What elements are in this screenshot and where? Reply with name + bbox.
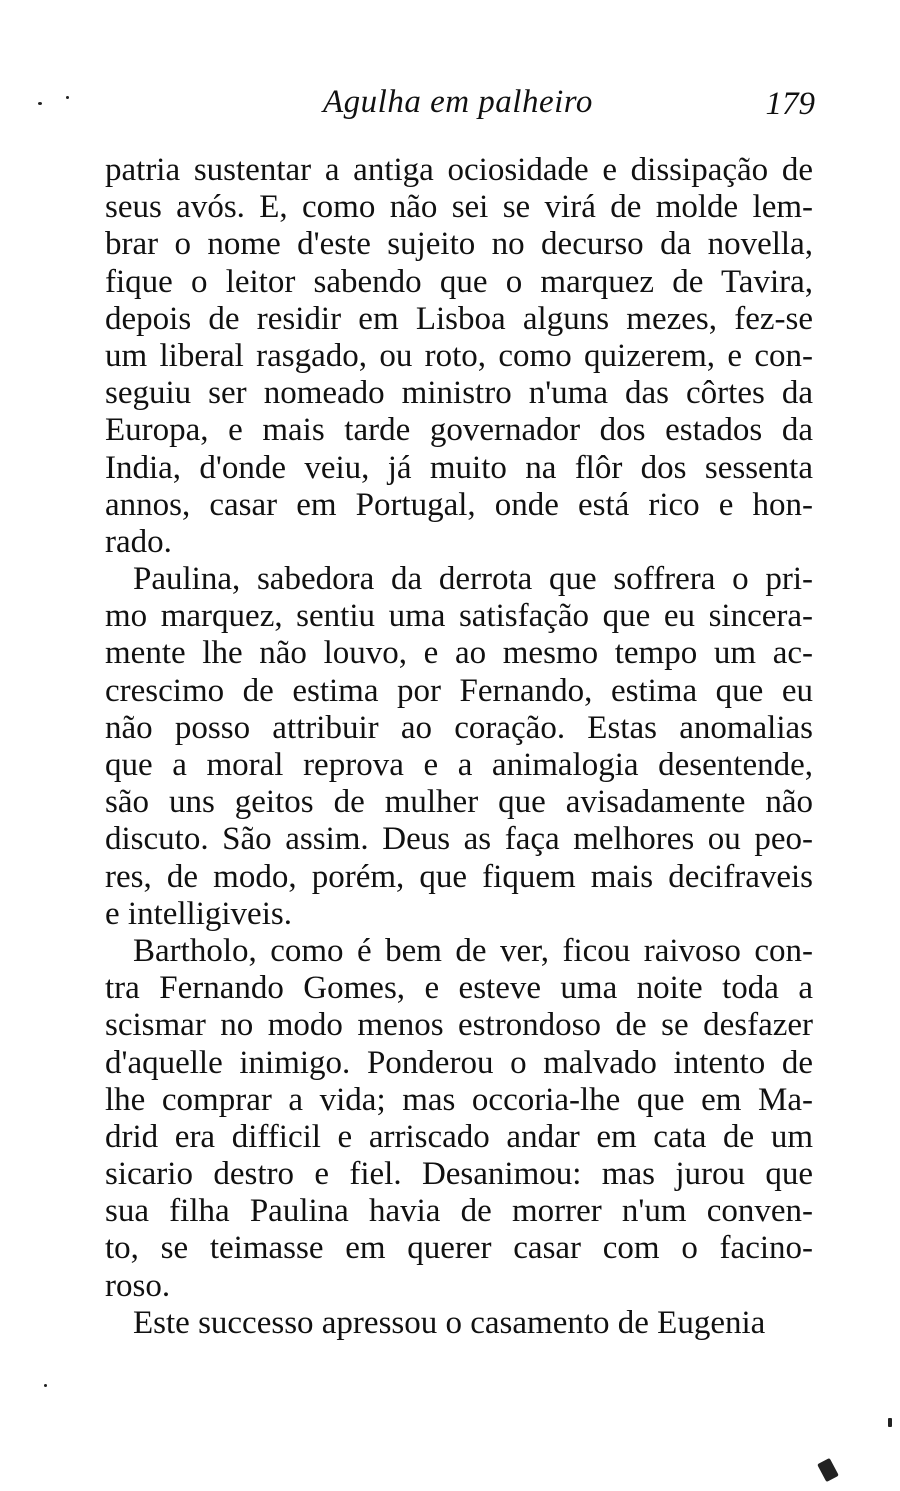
text-line: discuto. São assim. Deus as faça melhores ou peo- — [105, 821, 813, 858]
text-line: Europa, e mais tarde governador dos estados da — [105, 412, 813, 449]
text-line: India, d'onde veiu, já muito na flôr dos sessenta — [105, 449, 813, 486]
text-line: Este successo apressou o casamento de Eugenia — [133, 1304, 766, 1341]
text-line: fique o leitor sabendo que o marquez de Tavira, — [105, 263, 813, 300]
text-line: patria sustentar a antiga ociosidade e dissipação de — [105, 152, 813, 188]
text-line: Bartholo, como é bem de ver, ficou raivoso con- — [133, 932, 813, 969]
text-line: d'aquelle inimigo. Ponderou o malvado intento de — [105, 1044, 813, 1081]
text-line: sicario destro e fiel. Desanimou: mas jurou que — [105, 1156, 813, 1193]
text-line: crescimo de estima por Fernando, estima que eu — [105, 672, 813, 709]
text-line: Paulina, sabedora da derrota que soffrera o pri- — [133, 561, 813, 598]
text-line: um liberal rasgado, ou roto, como quizerem, e con- — [105, 337, 813, 374]
text-line: drid era difficil e arriscado andar em cata de um — [105, 1118, 813, 1155]
text-line: scismar no modo menos estrondoso de se desfazer — [105, 1007, 813, 1044]
text-line: tra Fernando Gomes, e esteve uma noite toda a — [105, 970, 813, 1007]
text-line: mo marquez, sentiu uma satisfação que eu sincera- — [105, 598, 813, 635]
text-line: não posso attribuir ao coração. Estas anomalias — [105, 709, 813, 746]
text-line: roso. — [105, 1267, 171, 1304]
scan-speck — [888, 1418, 892, 1427]
text-line: seus avós. E, como não sei se virá de molde lem- — [105, 189, 813, 226]
text-line: depois de residir em Lisboa alguns mezes, fez-se — [105, 300, 813, 337]
text-line: annos, casar em Portugal, onde está rico e hon- — [105, 486, 813, 523]
scan-speck — [66, 96, 69, 99]
text-line: mente lhe não louvo, e ao mesmo tempo um ac- — [105, 635, 813, 672]
text-line: lhe comprar a vida; mas occoria-lhe que em Ma- — [105, 1081, 813, 1118]
text-line: to, se teimasse em querer casar com o facino- — [105, 1230, 813, 1267]
text-line: são uns geitos de mulher que avisadamente não — [105, 784, 813, 821]
scan-speck — [38, 102, 42, 105]
body-text — [105, 152, 813, 1342]
scan-speck — [817, 1458, 839, 1482]
page-header — [105, 84, 813, 126]
running-title: Agulha em palheiro — [323, 84, 593, 120]
text-line: e intelligiveis. — [105, 895, 292, 932]
text-line: sua filha Paulina havia de morrer n'um conven- — [105, 1193, 813, 1230]
scan-speck — [44, 1384, 47, 1387]
text-line: brar o nome d'este sujeito no decurso da novella, — [105, 226, 813, 263]
text-line: seguiu ser nomeado ministro n'uma das côrtes da — [105, 375, 813, 412]
text-line: res, de modo, porém, que fiquem mais decifraveis — [105, 858, 813, 895]
text-line: que a moral reprova e a animalogia desentende, — [105, 747, 813, 783]
page-number: 179 — [765, 86, 815, 122]
text-line: rado. — [105, 523, 172, 560]
